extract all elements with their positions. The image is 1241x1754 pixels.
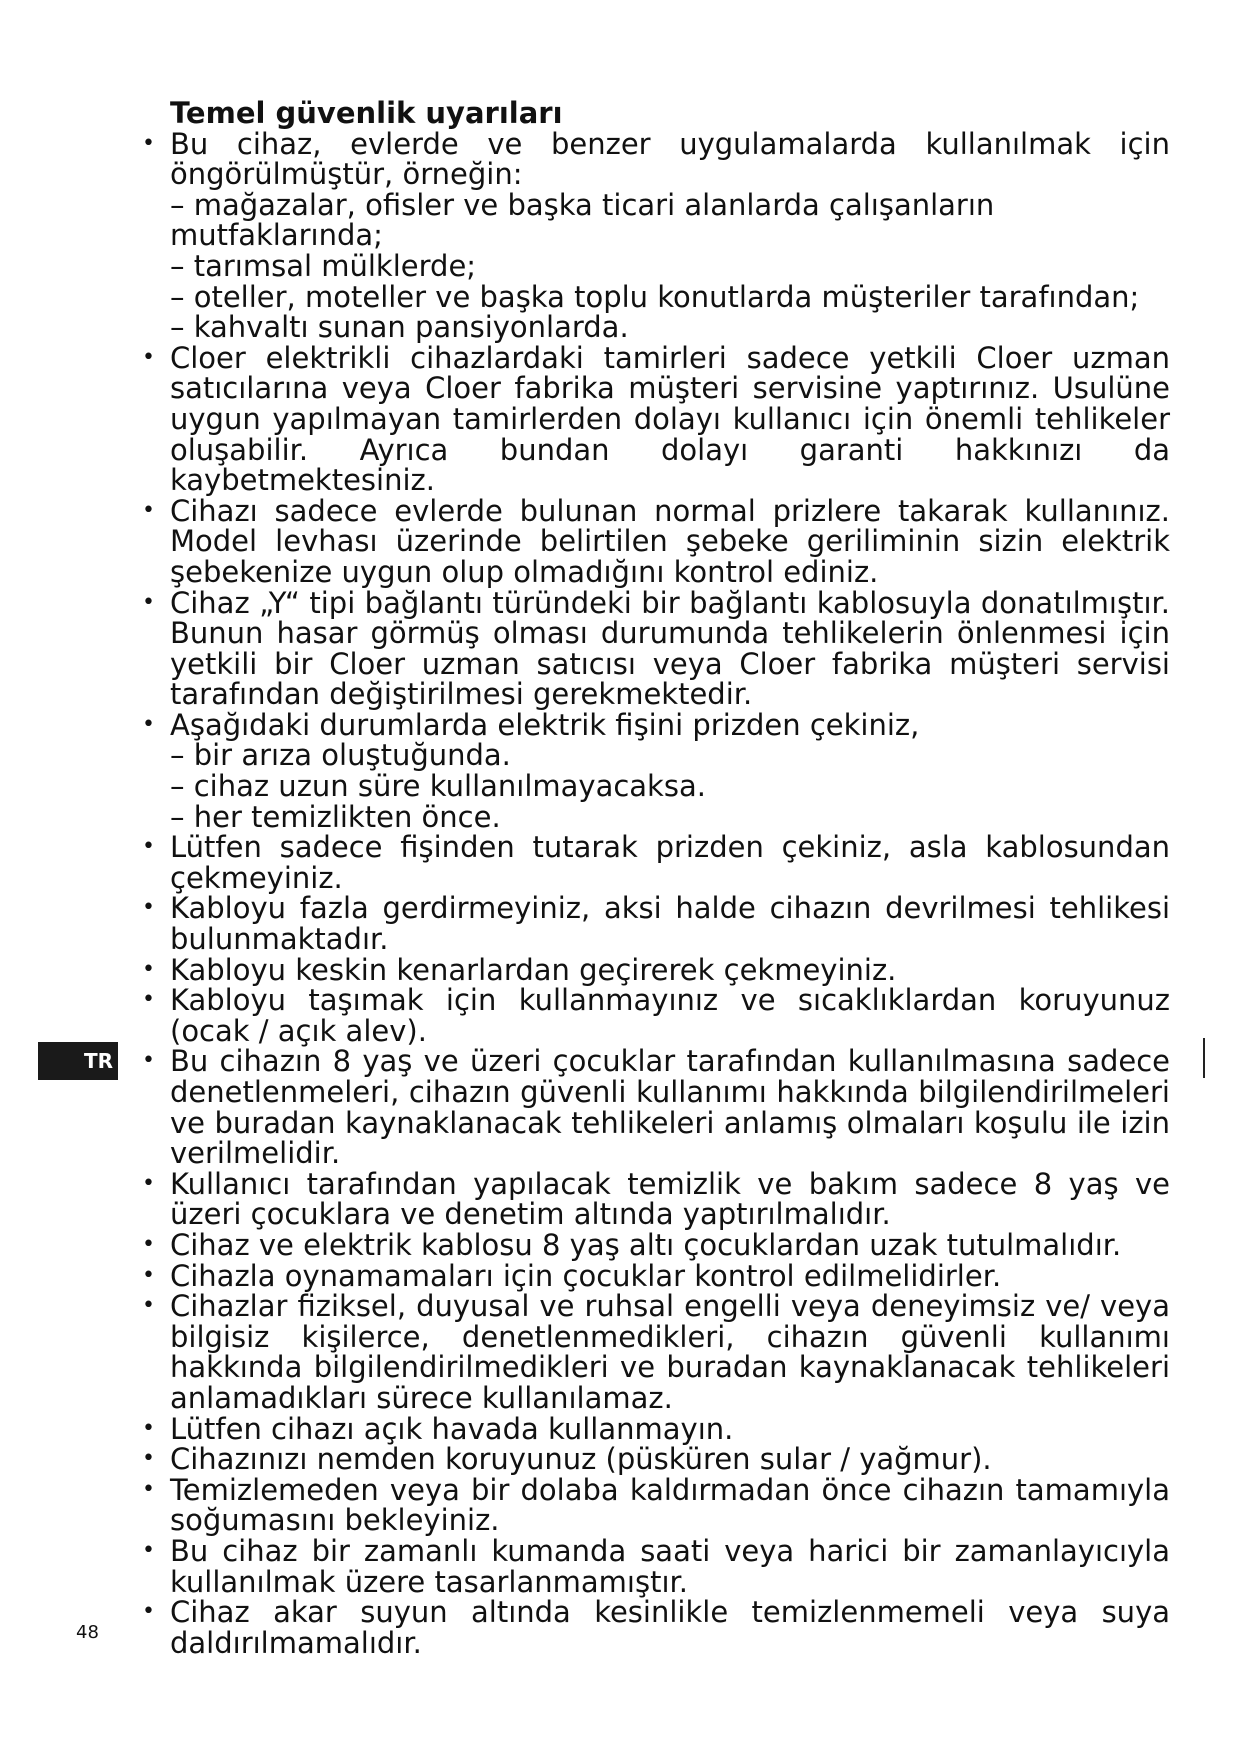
list-item — [170, 707, 1170, 834]
sub-item: – her temizlikten önce. — [170, 799, 501, 834]
list-item: • Bu cihazın 8 yaş ve üzeri çocuklar tarafından kullanılmasına sadece denetlenmeleri, cihazın güvenli kullanımı hakkında bilgilendirilmeleri ve buradan kaynaklanacak tehlikeleri anlamış olmaları koşulu ile izin verilmelidir. — [170, 1046, 1170, 1168]
sub-item: – tarımsal mülklerde; — [170, 248, 477, 283]
list-item: • Kabloyu taşımak için kullanmayınız ve sıcaklıklardan koruyunuz (ocak / açık alev). — [170, 985, 1170, 1046]
list-item-text: • Bu cihaz, evlerde ve benzer uygulamalarda kullanılmak için öngörülmüştür, örneğin: — [170, 126, 1170, 192]
list-item: • Lütfen cihazı açık havada kullanmayın. — [170, 1414, 1170, 1445]
sub-item: – oteller, moteller ve başka toplu konutlarda müşteriler tarafından; — [170, 279, 1140, 314]
section-heading: Temel güvenlik uyarıları — [170, 96, 563, 130]
list-item — [170, 126, 1170, 345]
list-item: • Kabloyu fazla gerdirmeyiniz, aksi halde cihazın devrilmesi tehlikesi bulunmaktadır. — [170, 893, 1170, 954]
page-number: 48 — [76, 1622, 99, 1643]
safety-section — [170, 98, 1170, 1658]
sub-item: – kahvaltı sunan pansiyonlarda. — [170, 310, 629, 345]
list-item: • Cihazı sadece evlerde bulunan normal prizlere takarak kullanınız. Model levhası üzerinde belirtilen şebeke geriliminin sizin elektrik şebekenize uygun olup olmadığını kontrol ediniz. — [170, 496, 1170, 588]
list-item: • Cihaz akar suyun altında kesinlikle temizlenmemeli veya suya daldırılmamalıdır. — [170, 1597, 1170, 1658]
sub-item: – mağazalar, ofisler ve başka ticari alanlarda çalışanların mutfaklarında; — [170, 187, 995, 253]
list-item: • Temizlemeden veya bir dolaba kaldırmadan önce cihazın tamamıyla soğumasını bekleyiniz. — [170, 1475, 1170, 1536]
list-item: • Cloer elektrikli cihazlardaki tamirleri sadece yetkili Cloer uzman satıcılarına veya Cloer fabrika müşteri servisine yaptırınız. Usulüne uygun yapılmayan tamirlerden dolayı kullanıcı için önemli tehlikeler oluşabilir. Ayrıca bundan dolayı garanti hakkınızı da kaybetmektesiniz. — [170, 343, 1170, 496]
list-item: • Cihazınızı nemden koruyunuz (püsküren sular / yağmur). — [170, 1444, 1170, 1475]
list-item: • Cihazlar fiziksel, duyusal ve ruhsal engelli veya deneyimsiz ve/ veya bilgisiz kişilerce, denetlenmedikleri, cihazın güvenli kullanımı hakkında bilgilendirilmedikleri ve buradan kaynaklanacak tehlikeleri anlamadıkları sürece kullanılamaz. — [170, 1291, 1170, 1413]
sub-item: – bir arıza oluştuğunda. — [170, 738, 511, 773]
margin-marker — [1203, 1038, 1205, 1078]
list-item-text: • Aşağıdaki durumlarda elektrik fişini prizden çekiniz, — [170, 707, 920, 742]
list-item: • Bu cihaz bir zamanlı kumanda saati veya harici bir zamanlayıcıyla kullanılmak üzere tasarlanmamıştır. — [170, 1536, 1170, 1597]
language-tab: TR — [38, 1042, 118, 1080]
safety-list — [170, 126, 1170, 1660]
list-item: • Kabloyu keskin kenarlardan geçirerek çekmeyiniz. — [170, 955, 1170, 986]
list-item: • Kullanıcı tarafından yapılacak temizlik ve bakım sadece 8 yaş ve üzeri çocuklara ve denetim altında yaptırılmalıdır. — [170, 1169, 1170, 1230]
sub-item: – cihaz uzun süre kullanılmayacaksa. — [170, 769, 706, 804]
list-item: • Cihaz ve elektrik kablosu 8 yaş altı çocuklardan uzak tutulmalıdır. — [170, 1230, 1170, 1261]
list-item: • Lütfen sadece fişinden tutarak prizden çekiniz, asla kablosundan çekmeyiniz. — [170, 832, 1170, 893]
list-item: • Cihazla oynamamaları için çocuklar kontrol edilmelidirler. — [170, 1261, 1170, 1292]
list-item: • Cihaz „Y“ tipi bağlantı türündeki bir bağlantı kablosuyla donatılmıştır. Bunun hasar görmüş olması durumunda tehlikelerin önlenmesi için yetkili bir Cloer uzman satıcısı veya Cloer fabrika müşteri servisi tarafından değiştirilmesi gerekmektedir. — [170, 588, 1170, 710]
